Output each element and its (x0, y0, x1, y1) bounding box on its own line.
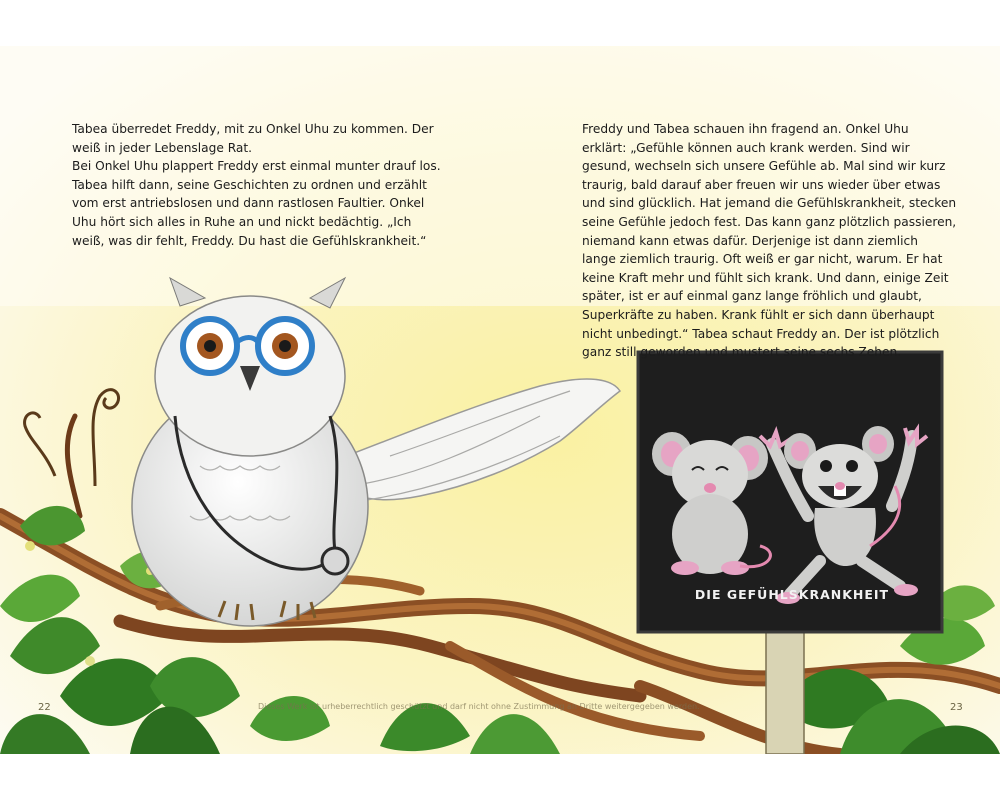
right-page-text (582, 120, 956, 362)
text-line: Superkräfte zu haben. Krank fühlt er sich dann überhaupt (582, 307, 935, 322)
text-line: keine Kraft mehr und fühlt sich krank. Und dann, einige Zeit (582, 270, 949, 285)
text-line: Freddy und Tabea schauen ihn fragend an. Onkel Uhu (582, 122, 909, 136)
text-line: ganz still geworden und mustert seine sechs Zehen. (582, 345, 902, 360)
text-line: Tabea überredet Freddy, mit zu Onkel Uhu zu kommen. Der (72, 122, 434, 136)
text-line: vom erst antriebslosen und dann rastlosen Faultier. Onkel (72, 196, 425, 211)
text-line: erklärt: „Gefühle können auch krank werden. Sind wir (582, 140, 910, 155)
page-number-right: 23 (950, 702, 963, 713)
text-line: weiß, was dir fehlt, Freddy. Du hast die Gefühlskrankheit.“ (72, 233, 427, 248)
text-line: seine Gefühle jedoch fest. Das kann ganz plötzlich passieren, (582, 214, 957, 229)
book-spread (0, 46, 1000, 754)
text-line: gesund, wechseln sich unsere Gefühle ab. Mal sind wir kurz (582, 159, 946, 174)
text-line: lange ziemlich traurig. Oft weiß er gar nicht, warum. Er hat (582, 252, 943, 267)
text-line: traurig, bald darauf aber freuen wir uns wieder über etwas (582, 177, 941, 192)
copyright-note: Dieses Werk ist urheberrechtlich geschützt und darf nicht ohne Zustimmung an Dritte weitergegeben werden. (258, 702, 700, 711)
text-line: weiß in jeder Lebenslage Rat. (72, 140, 253, 155)
text-line: niemand kann etwas dafür. Derjenige ist dann ziemlich (582, 233, 918, 248)
text-line: nicht unbedingt.“ Tabea schaut Freddy an. Der ist plötzlich (582, 326, 940, 341)
text-line: Uhu hört sich alles in Ruhe an und nickt bedächtig. „Ich (72, 214, 412, 229)
left-page-text (72, 120, 441, 250)
text-line: Tabea hilft dann, seine Geschichten zu ordnen und erzählt (72, 177, 427, 192)
text-line: Bei Onkel Uhu plappert Freddy erst einmal munter drauf los. (72, 159, 441, 174)
text-line: später, ist er auf einmal ganz lange fröhlich und glaubt, (582, 289, 922, 304)
sign-caption: DIE GEFÜHLSKRANKHEIT (694, 587, 890, 602)
text-line: und sind glücklich. Hat jemand die Gefühlskrankheit, stecken (582, 196, 957, 211)
page-number-left: 22 (38, 702, 51, 713)
